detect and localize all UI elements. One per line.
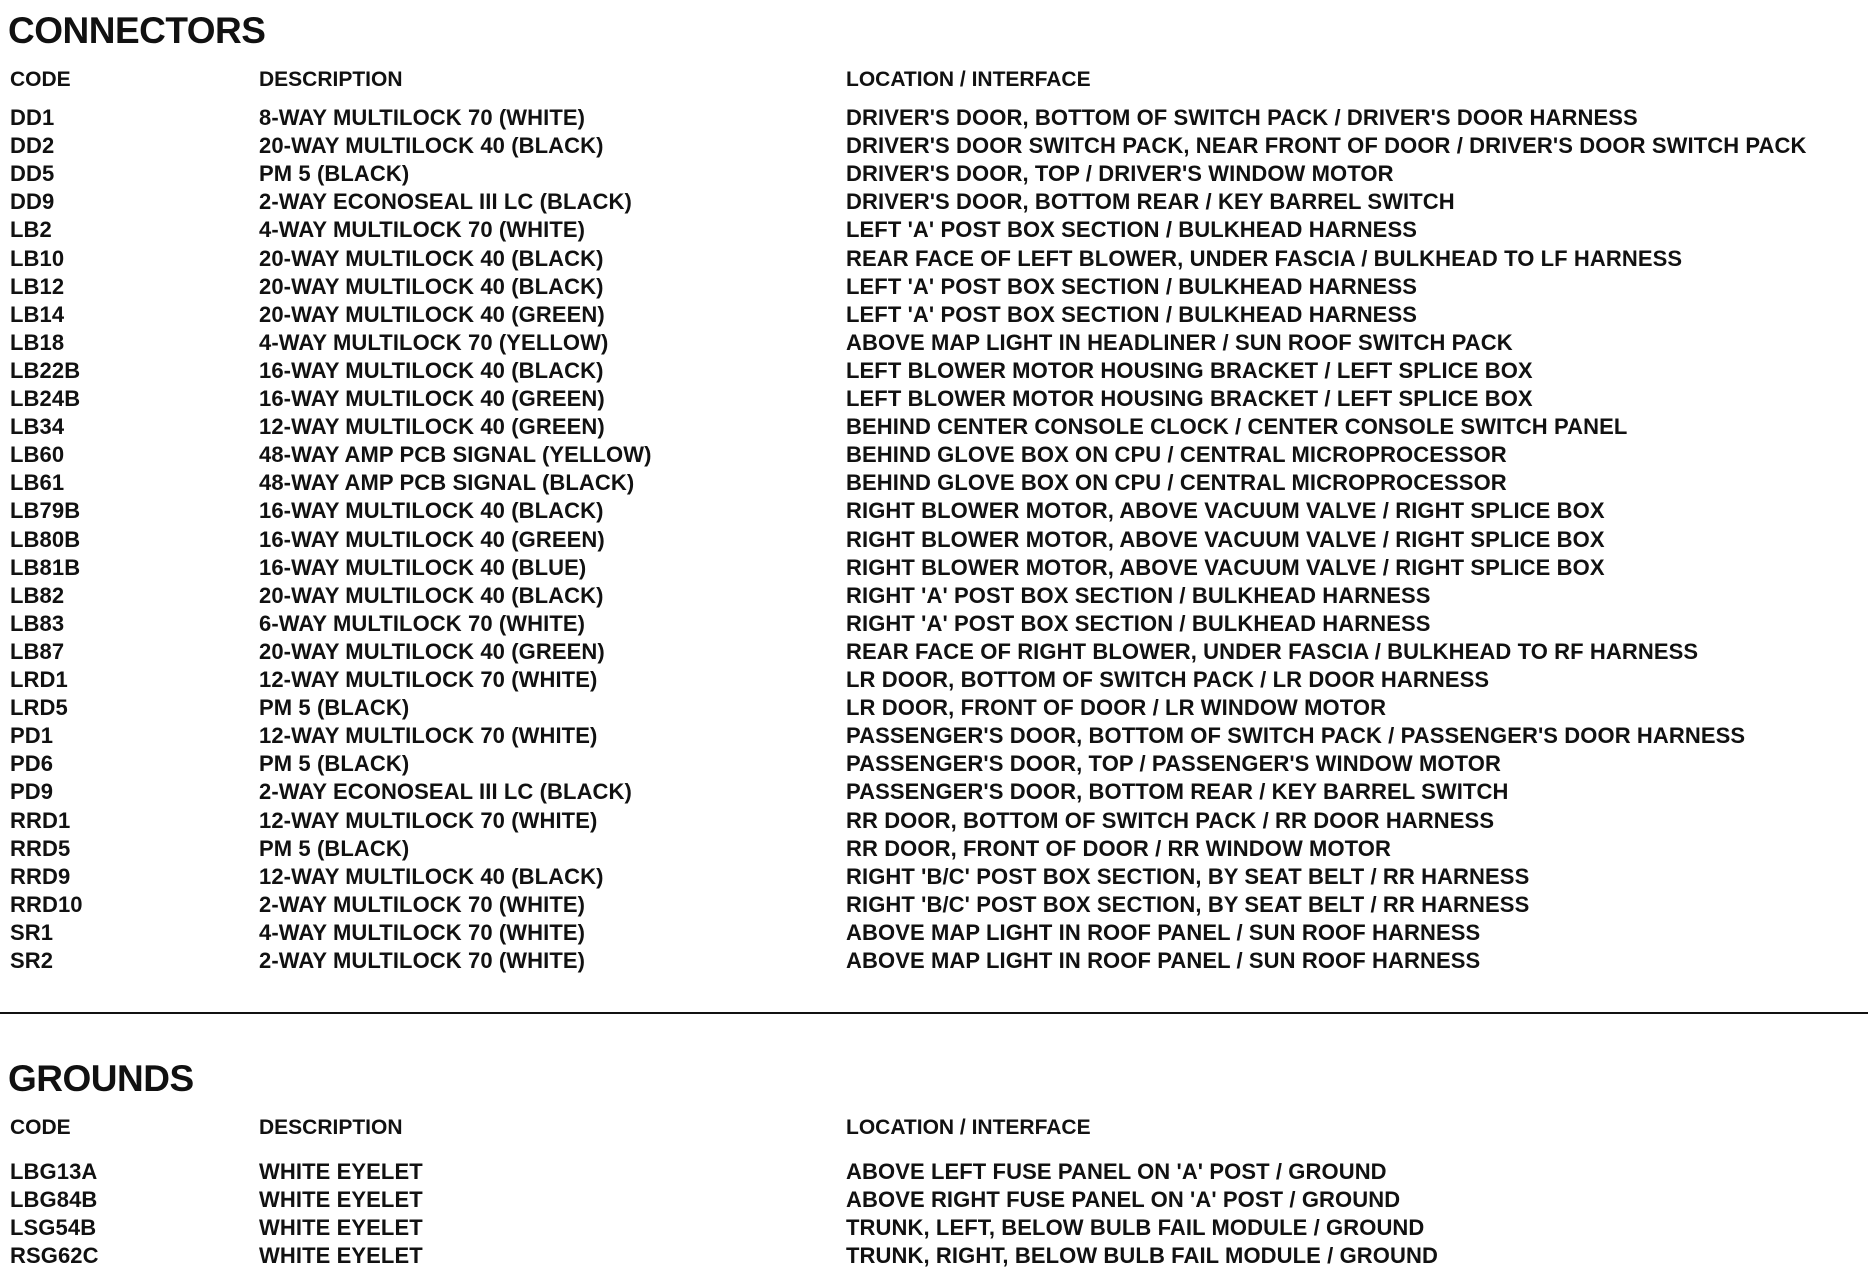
- table-row: [0, 245, 1868, 273]
- row-code: LB22B: [10, 357, 81, 383]
- row-location: TRUNK, LEFT, BELOW BULB FAIL MODULE / GROUND: [846, 1215, 1425, 1241]
- table-row: [0, 413, 1868, 441]
- row-description: 20-WAY MULTILOCK 40 (GREEN): [259, 638, 605, 664]
- row-location: LEFT BLOWER MOTOR HOUSING BRACKET / LEFT SPLICE BOX: [846, 386, 1533, 411]
- row-description: WHITE EYELET: [259, 1243, 423, 1269]
- row-description: 16-WAY MULTILOCK 40 (BLACK): [259, 498, 604, 524]
- table-row: [0, 582, 1868, 610]
- row-description: 6-WAY MULTILOCK 70 (WHITE): [259, 610, 586, 636]
- row-description: 2-WAY MULTILOCK 70 (WHITE): [259, 891, 586, 917]
- table-row: [0, 1186, 1868, 1214]
- row-code: DD5: [10, 161, 55, 187]
- row-code: PD9: [10, 779, 54, 805]
- row-description: 48-WAY AMP PCB SIGNAL (YELLOW): [259, 442, 652, 468]
- row-location: RIGHT BLOWER MOTOR, ABOVE VACUUM VALVE / RIGHT SPLICE BOX: [846, 498, 1605, 524]
- row-code: SR1: [10, 919, 54, 945]
- row-code: LB18: [10, 329, 65, 355]
- row-description: PM 5 (BLACK): [259, 751, 410, 777]
- row-location: ABOVE MAP LIGHT IN ROOF PANEL / SUN ROOF HARNESS: [846, 919, 1481, 945]
- row-code: LB10: [10, 245, 65, 271]
- row-description: 12-WAY MULTILOCK 40 (BLACK): [259, 863, 604, 889]
- row-location: RIGHT BLOWER MOTOR, ABOVE VACUUM VALVE / RIGHT SPLICE BOX: [846, 554, 1605, 580]
- table-row: [0, 1158, 1868, 1186]
- table-row: [0, 554, 1868, 582]
- grounds-header-row: [0, 1114, 1868, 1142]
- row-location: BEHIND GLOVE BOX ON CPU / CENTRAL MICROPROCESSOR: [846, 470, 1507, 496]
- table-row: [0, 132, 1868, 160]
- table-row: [0, 694, 1868, 722]
- row-code: RRD9: [10, 863, 71, 889]
- row-description: PM 5 (BLACK): [259, 161, 410, 187]
- location-column-header: LOCATION / INTERFACE: [846, 1116, 1091, 1139]
- table-row: [0, 273, 1868, 301]
- row-description: WHITE EYELET: [259, 1215, 423, 1241]
- row-code: LB83: [10, 610, 65, 636]
- grounds-title: GROUNDS: [8, 1058, 194, 1099]
- row-code: LB60: [10, 442, 65, 468]
- row-code: LB12: [10, 273, 65, 299]
- row-code: LB34: [10, 414, 65, 440]
- code-column-header: CODE: [10, 68, 71, 91]
- row-code: SR2: [10, 948, 54, 973]
- row-description: WHITE EYELET: [259, 1187, 423, 1213]
- row-code: LB81B: [10, 554, 81, 580]
- row-location: RIGHT 'B/C' POST BOX SECTION, BY SEAT BELT / RR HARNESS: [846, 863, 1530, 889]
- table-row: [0, 301, 1868, 329]
- table-row: [0, 385, 1868, 413]
- row-code: LB80B: [10, 526, 81, 552]
- row-location: ABOVE MAP LIGHT IN ROOF PANEL / SUN ROOF HARNESS: [846, 948, 1481, 973]
- table-row: [0, 188, 1868, 216]
- row-code: RSG62C: [10, 1243, 99, 1269]
- table-row: [0, 638, 1868, 666]
- row-description: 12-WAY MULTILOCK 70 (WHITE): [259, 667, 598, 692]
- row-location: DRIVER'S DOOR SWITCH PACK, NEAR FRONT OF DOOR / DRIVER'S DOOR SWITCH PACK: [846, 133, 1807, 159]
- row-description: 4-WAY MULTILOCK 70 (WHITE): [259, 217, 586, 243]
- row-code: RRD10: [10, 891, 83, 917]
- table-row: [0, 329, 1868, 357]
- table-row: [0, 497, 1868, 525]
- table-row: [0, 526, 1868, 554]
- row-description: 20-WAY MULTILOCK 40 (GREEN): [259, 301, 605, 327]
- row-code: LB14: [10, 301, 65, 327]
- description-column-header: DESCRIPTION: [259, 68, 403, 91]
- row-description: 12-WAY MULTILOCK 70 (WHITE): [259, 723, 598, 749]
- row-location: PASSENGER'S DOOR, BOTTOM OF SWITCH PACK / PASSENGER'S DOOR HARNESS: [846, 723, 1746, 749]
- table-row: [0, 947, 1868, 975]
- row-code: LRD5: [10, 695, 68, 721]
- table-row: [0, 863, 1868, 891]
- row-location: LEFT 'A' POST BOX SECTION / BULKHEAD HARNESS: [846, 217, 1418, 243]
- table-row: [0, 104, 1868, 132]
- row-description: 16-WAY MULTILOCK 40 (BLACK): [259, 357, 604, 383]
- row-description: 4-WAY MULTILOCK 70 (YELLOW): [259, 329, 609, 355]
- row-location: DRIVER'S DOOR, TOP / DRIVER'S WINDOW MOTOR: [846, 161, 1394, 187]
- table-row: [0, 441, 1868, 469]
- connectors-header-row: [0, 66, 1868, 94]
- section-divider: [0, 1012, 1868, 1014]
- row-code: LBG13A: [10, 1159, 98, 1184]
- row-code: RRD1: [10, 807, 71, 833]
- row-description: 2-WAY ECONOSEAL III LC (BLACK): [259, 779, 632, 805]
- table-row: [0, 1242, 1868, 1270]
- table-row: [0, 357, 1868, 385]
- description-column-header: DESCRIPTION: [259, 1116, 403, 1139]
- row-code: LB79B: [10, 498, 81, 524]
- row-description: 20-WAY MULTILOCK 40 (BLACK): [259, 273, 604, 299]
- row-location: BEHIND CENTER CONSOLE CLOCK / CENTER CONSOLE SWITCH PANEL: [846, 414, 1628, 440]
- table-row: [0, 469, 1868, 497]
- row-description: PM 5 (BLACK): [259, 695, 410, 721]
- row-description: 12-WAY MULTILOCK 70 (WHITE): [259, 807, 598, 833]
- row-code: LRD1: [10, 667, 68, 692]
- row-location: PASSENGER'S DOOR, TOP / PASSENGER'S WINDOW MOTOR: [846, 751, 1501, 777]
- row-description: 4-WAY MULTILOCK 70 (WHITE): [259, 919, 586, 945]
- row-code: DD1: [10, 105, 55, 130]
- row-location: RR DOOR, FRONT OF DOOR / RR WINDOW MOTOR: [846, 835, 1391, 861]
- row-code: LB24B: [10, 386, 81, 411]
- row-location: PASSENGER'S DOOR, BOTTOM REAR / KEY BARREL SWITCH: [846, 779, 1509, 805]
- code-column-header: CODE: [10, 1116, 71, 1139]
- table-row: [0, 891, 1868, 919]
- row-location: RIGHT BLOWER MOTOR, ABOVE VACUUM VALVE / RIGHT SPLICE BOX: [846, 526, 1605, 552]
- row-code: DD2: [10, 133, 55, 159]
- row-location: RIGHT 'A' POST BOX SECTION / BULKHEAD HARNESS: [846, 582, 1431, 608]
- row-location: BEHIND GLOVE BOX ON CPU / CENTRAL MICROPROCESSOR: [846, 442, 1507, 468]
- row-location: RR DOOR, BOTTOM OF SWITCH PACK / RR DOOR HARNESS: [846, 807, 1495, 833]
- row-code: LB61: [10, 470, 65, 496]
- row-description: 20-WAY MULTILOCK 40 (BLACK): [259, 582, 604, 608]
- table-row: [0, 722, 1868, 750]
- row-location: TRUNK, RIGHT, BELOW BULB FAIL MODULE / GROUND: [846, 1243, 1438, 1269]
- row-description: 12-WAY MULTILOCK 40 (GREEN): [259, 414, 605, 440]
- table-row: [0, 666, 1868, 694]
- row-location: LEFT BLOWER MOTOR HOUSING BRACKET / LEFT SPLICE BOX: [846, 357, 1533, 383]
- row-location: ABOVE MAP LIGHT IN HEADLINER / SUN ROOF SWITCH PACK: [846, 329, 1513, 355]
- table-row: [0, 160, 1868, 188]
- table-row: [0, 610, 1868, 638]
- row-code: LSG54B: [10, 1215, 97, 1241]
- row-location: ABOVE RIGHT FUSE PANEL ON 'A' POST / GROUND: [846, 1187, 1401, 1213]
- row-code: DD9: [10, 189, 55, 215]
- table-row: [0, 778, 1868, 806]
- row-description: 16-WAY MULTILOCK 40 (BLUE): [259, 554, 587, 580]
- row-code: LB87: [10, 638, 65, 664]
- row-location: RIGHT 'B/C' POST BOX SECTION, BY SEAT BELT / RR HARNESS: [846, 891, 1530, 917]
- row-description: 16-WAY MULTILOCK 40 (GREEN): [259, 526, 605, 552]
- row-location: LEFT 'A' POST BOX SECTION / BULKHEAD HARNESS: [846, 301, 1418, 327]
- row-location: DRIVER'S DOOR, BOTTOM REAR / KEY BARREL SWITCH: [846, 189, 1455, 215]
- row-description: WHITE EYELET: [259, 1159, 423, 1184]
- row-code: LB2: [10, 217, 52, 243]
- location-column-header: LOCATION / INTERFACE: [846, 68, 1091, 91]
- table-row: [0, 750, 1868, 778]
- row-description: 16-WAY MULTILOCK 40 (GREEN): [259, 386, 605, 411]
- row-location: REAR FACE OF LEFT BLOWER, UNDER FASCIA / BULKHEAD TO LF HARNESS: [846, 245, 1683, 271]
- connectors-title: CONNECTORS: [8, 10, 266, 51]
- row-description: PM 5 (BLACK): [259, 835, 410, 861]
- table-row: [0, 919, 1868, 947]
- table-row: [0, 835, 1868, 863]
- row-description: 8-WAY MULTILOCK 70 (WHITE): [259, 105, 586, 130]
- row-location: REAR FACE OF RIGHT BLOWER, UNDER FASCIA / BULKHEAD TO RF HARNESS: [846, 638, 1699, 664]
- row-description: 48-WAY AMP PCB SIGNAL (BLACK): [259, 470, 635, 496]
- row-code: LB82: [10, 582, 65, 608]
- table-row: [0, 807, 1868, 835]
- row-code: LBG84B: [10, 1187, 98, 1213]
- row-code: PD1: [10, 723, 54, 749]
- row-code: RRD5: [10, 835, 71, 861]
- row-location: ABOVE LEFT FUSE PANEL ON 'A' POST / GROUND: [846, 1159, 1387, 1184]
- row-description: 2-WAY MULTILOCK 70 (WHITE): [259, 948, 586, 973]
- row-description: 2-WAY ECONOSEAL III LC (BLACK): [259, 189, 632, 215]
- table-row: [0, 1214, 1868, 1242]
- row-description: 20-WAY MULTILOCK 40 (BLACK): [259, 133, 604, 159]
- row-location: LR DOOR, FRONT OF DOOR / LR WINDOW MOTOR: [846, 695, 1387, 721]
- table-row: [0, 216, 1868, 244]
- row-location: LR DOOR, BOTTOM OF SWITCH PACK / LR DOOR HARNESS: [846, 667, 1490, 692]
- row-location: RIGHT 'A' POST BOX SECTION / BULKHEAD HARNESS: [846, 610, 1431, 636]
- row-description: 20-WAY MULTILOCK 40 (BLACK): [259, 245, 604, 271]
- row-location: DRIVER'S DOOR, BOTTOM OF SWITCH PACK / DRIVER'S DOOR HARNESS: [846, 105, 1638, 130]
- row-location: LEFT 'A' POST BOX SECTION / BULKHEAD HARNESS: [846, 273, 1418, 299]
- row-code: PD6: [10, 751, 54, 777]
